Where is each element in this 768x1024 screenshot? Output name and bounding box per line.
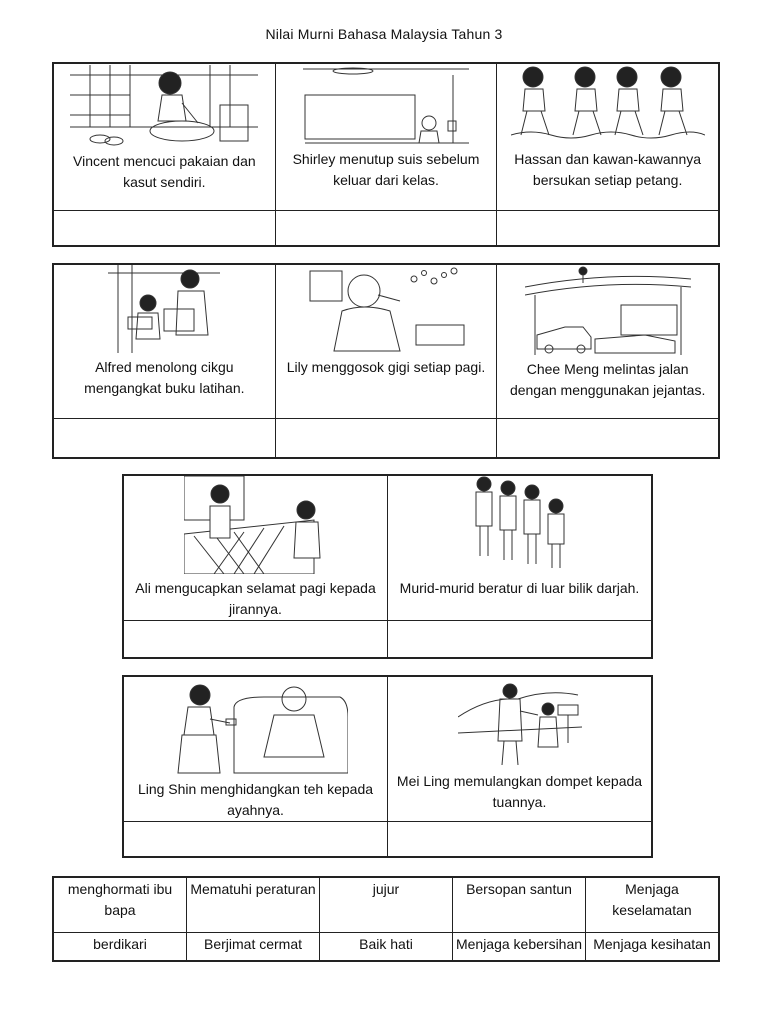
word-bank-cell: Berjimat cermat [187,932,320,961]
word-bank-cell: Menjaga kesihatan [586,932,719,961]
page-title: Nilai Murni Bahasa Malaysia Tahun 3 [265,26,503,42]
answer-box[interactable] [275,419,497,458]
activity-cell [124,677,388,822]
activity-cell [124,476,388,621]
answer-box[interactable] [388,822,652,857]
answer-box[interactable] [497,211,719,246]
word-bank-cell: Bersopan santun [453,878,586,933]
answer-box[interactable] [388,621,652,658]
activity-caption: Mei Ling memulangkan dompet kepada tuannya. [396,773,643,810]
boys-greeting-illustration [184,476,328,574]
boy-washing-clothes-illustration [70,65,258,147]
activity-cell [54,265,276,419]
activity-caption: Ling Shin menghidangkan teh kepada ayahnya. [137,781,374,818]
word-bank-cell: berdikari [54,932,187,961]
activity-grid-row-4 [122,675,653,858]
activity-caption: Murid-murid beratur di luar bilik darjah. [399,580,640,596]
pupils-queueing-illustration [470,476,570,574]
word-bank-cell: menghormati ibu bapa [54,878,187,933]
answer-box[interactable] [497,419,719,458]
boys-running-illustration [511,65,705,145]
activity-caption: Vincent mencuci pakaian dan kasut sendiri. [73,153,256,190]
answer-box[interactable] [54,211,276,246]
activity-caption: Shirley menutup suis sebelum keluar dari kelas. [292,151,480,188]
activity-cell [275,265,497,419]
activity-caption: Hassan dan kawan-kawannya bersukan setiap petang. [514,151,702,188]
activity-cell [388,476,652,621]
activity-grid-row-3 [122,474,653,659]
activity-cell [497,265,719,419]
word-bank-cell: Baik hati [320,932,453,961]
overhead-bridge-illustration [525,265,691,355]
activity-caption: Lily menggosok gigi setiap pagi. [286,359,486,375]
activity-grid-row-1 [52,62,720,247]
answer-box[interactable] [124,822,388,857]
values-word-bank [52,876,720,962]
activity-cell [497,64,719,211]
activity-caption: Alfred menolong cikgu mengangkat buku latihan. [84,359,245,396]
word-bank-cell: Menjaga keselamatan [586,878,719,933]
answer-box[interactable] [124,621,388,658]
activity-caption: Chee Meng melintas jalan dengan menggunakan jejantas. [509,361,706,398]
answer-box[interactable] [54,419,276,458]
activity-cell [275,64,497,211]
activity-cell [54,64,276,211]
activity-grid-row-2 [52,263,720,459]
word-bank-cell: Menjaga kebersihan [453,932,586,961]
girl-returning-wallet-illustration [458,677,582,767]
boy-helping-teacher-illustration [108,265,220,353]
answer-box[interactable] [275,211,497,246]
word-bank-cell: Mematuhi peraturan [187,878,320,933]
girl-serving-tea-illustration [164,677,348,775]
activity-caption: Ali mengucapkan selamat pagi kepada jirannya. [135,580,376,617]
girl-brushing-teeth-illustration [304,265,468,353]
girl-switching-off-illustration [303,65,469,145]
word-bank-cell: jujur [320,878,453,933]
activity-cell [388,677,652,822]
